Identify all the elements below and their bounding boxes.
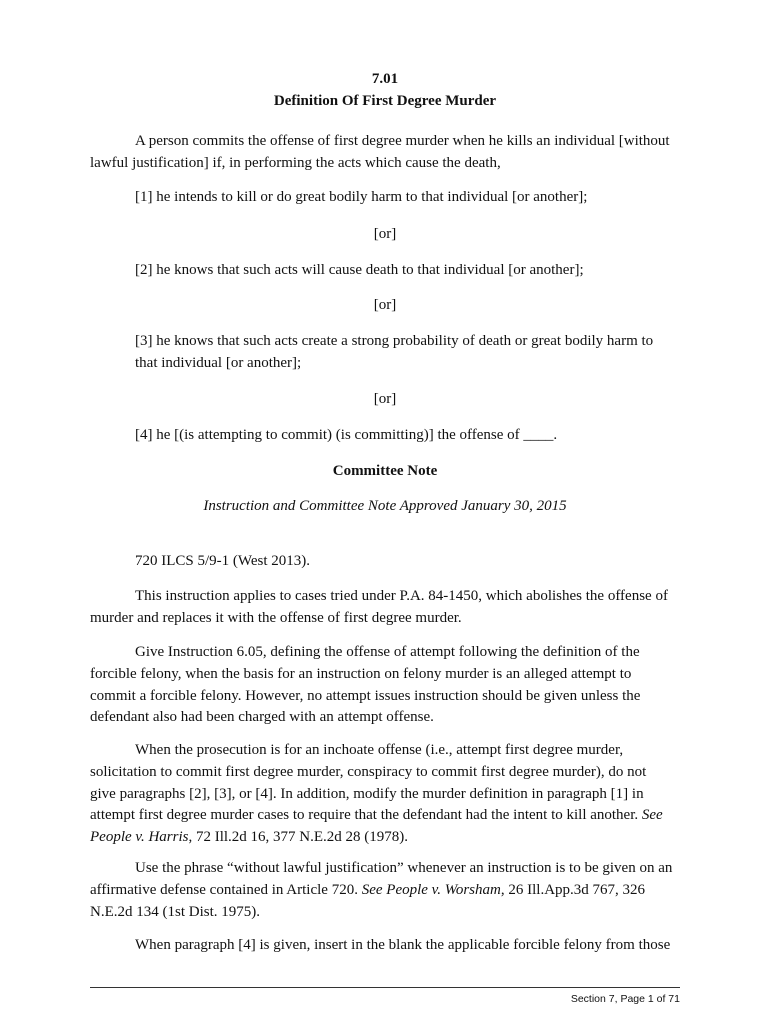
see-signal: See (641, 807, 663, 824)
statute-citation: 720 ILCS 5/9-1 (West 2013). (135, 553, 311, 569)
case-citation-harris: , 72 Ill.2d 16, 377 N.E.2d 28 (1978). (188, 829, 409, 846)
note-p5-line-1: When paragraph [4] is given, insert in the blank the applicable forcible felony from those (135, 937, 671, 953)
element-3-line-2: that individual [or another]; (135, 354, 302, 371)
note-p2-line-4: defendant also had been charged with an attempt offense. (90, 709, 434, 726)
footer-divider (90, 987, 680, 988)
intro-line-1: A person commits the offense of first degree murder when he kills an individual [without (135, 133, 670, 149)
note-p3-line-5 (90, 827, 680, 849)
element-3-line-1: [3] he knows that such acts create a strong probability of death or great bodily harm to (135, 333, 654, 349)
or-separator-3: [or] (373, 391, 397, 407)
page-footer: Section 7, Page 1 of 71 (570, 993, 680, 1005)
page-title: Definition Of First Degree Murder (273, 93, 497, 109)
note-p4-line-1: Use the phrase “without lawful justification” whenever an instruction is to be given on an (135, 860, 673, 876)
note-p3-line-1: When the prosecution is for an inchoate offense (i.e., attempt first degree murder, (135, 742, 624, 758)
note-p3-line-2: solicitation to commit first degree murder, conspiracy to commit first degree murder), do not (90, 763, 647, 780)
note-paragraph-2 (90, 642, 680, 729)
note-p4-line-2-text: affirmative defense contained in Article 720. (90, 881, 358, 898)
approval-date: Instruction and Committee Note Approved January 30, 2015 (203, 498, 567, 514)
note-paragraph-4 (90, 858, 680, 923)
case-name-harris: People v. Harris (90, 829, 189, 846)
or-separator-1: [or] (373, 226, 397, 242)
note-p1-line-2: murder and replaces it with the offense of first degree murder. (90, 609, 462, 626)
element-2: [2] he knows that such acts will cause death to that individual [or another]; (135, 262, 584, 278)
note-p3-line-4-text: attempt first degree murder cases to require that the defendant had the intent to kill another. (90, 807, 639, 824)
note-p4-line-3: N.E.2d 134 (1st Dist. 1975). (90, 903, 260, 920)
intro-paragraph (90, 131, 680, 175)
intro-line-2: lawful justification] if, in performing the acts which cause the death, (90, 154, 501, 171)
element-1: [1] he intends to kill or do great bodily harm to that individual [or another]; (135, 189, 588, 205)
note-p3-line-3: give paragraphs [2], [3], or [4]. In addition, modify the murder definition in paragraph [1] in (90, 785, 644, 802)
note-p1-line-1: This instruction applies to cases tried under P.A. 84-1450, which abolishes the offense of (135, 588, 668, 604)
committee-note-heading: Committee Note (332, 463, 438, 479)
note-paragraph-3 (90, 740, 680, 849)
note-paragraph-1 (90, 586, 680, 630)
note-p2-line-3: commit a forcible felony. However, no attempt issues instruction should be given unless the (90, 687, 641, 704)
element-3 (135, 331, 680, 375)
note-paragraph-5 (90, 935, 680, 957)
or-separator-2: [or] (373, 297, 397, 313)
section-number: 7.01 (371, 71, 399, 87)
case-citation-worsham: , 26 Ill.App.3d 767, 326 (500, 881, 646, 898)
note-p2-line-1: Give Instruction 6.05, defining the offense of attempt following the definition of the (135, 644, 640, 660)
note-p3-line-4 (90, 805, 680, 827)
element-4: [4] he [(is attempting to commit) (is committing)] the offense of ____. (135, 427, 558, 443)
note-p4-line-2 (90, 880, 680, 902)
case-name-worsham: See People v. Worsham (361, 881, 501, 898)
note-p2-line-2: forcible felony, when the basis for an instruction on felony murder is an alleged attempt to (90, 665, 632, 682)
